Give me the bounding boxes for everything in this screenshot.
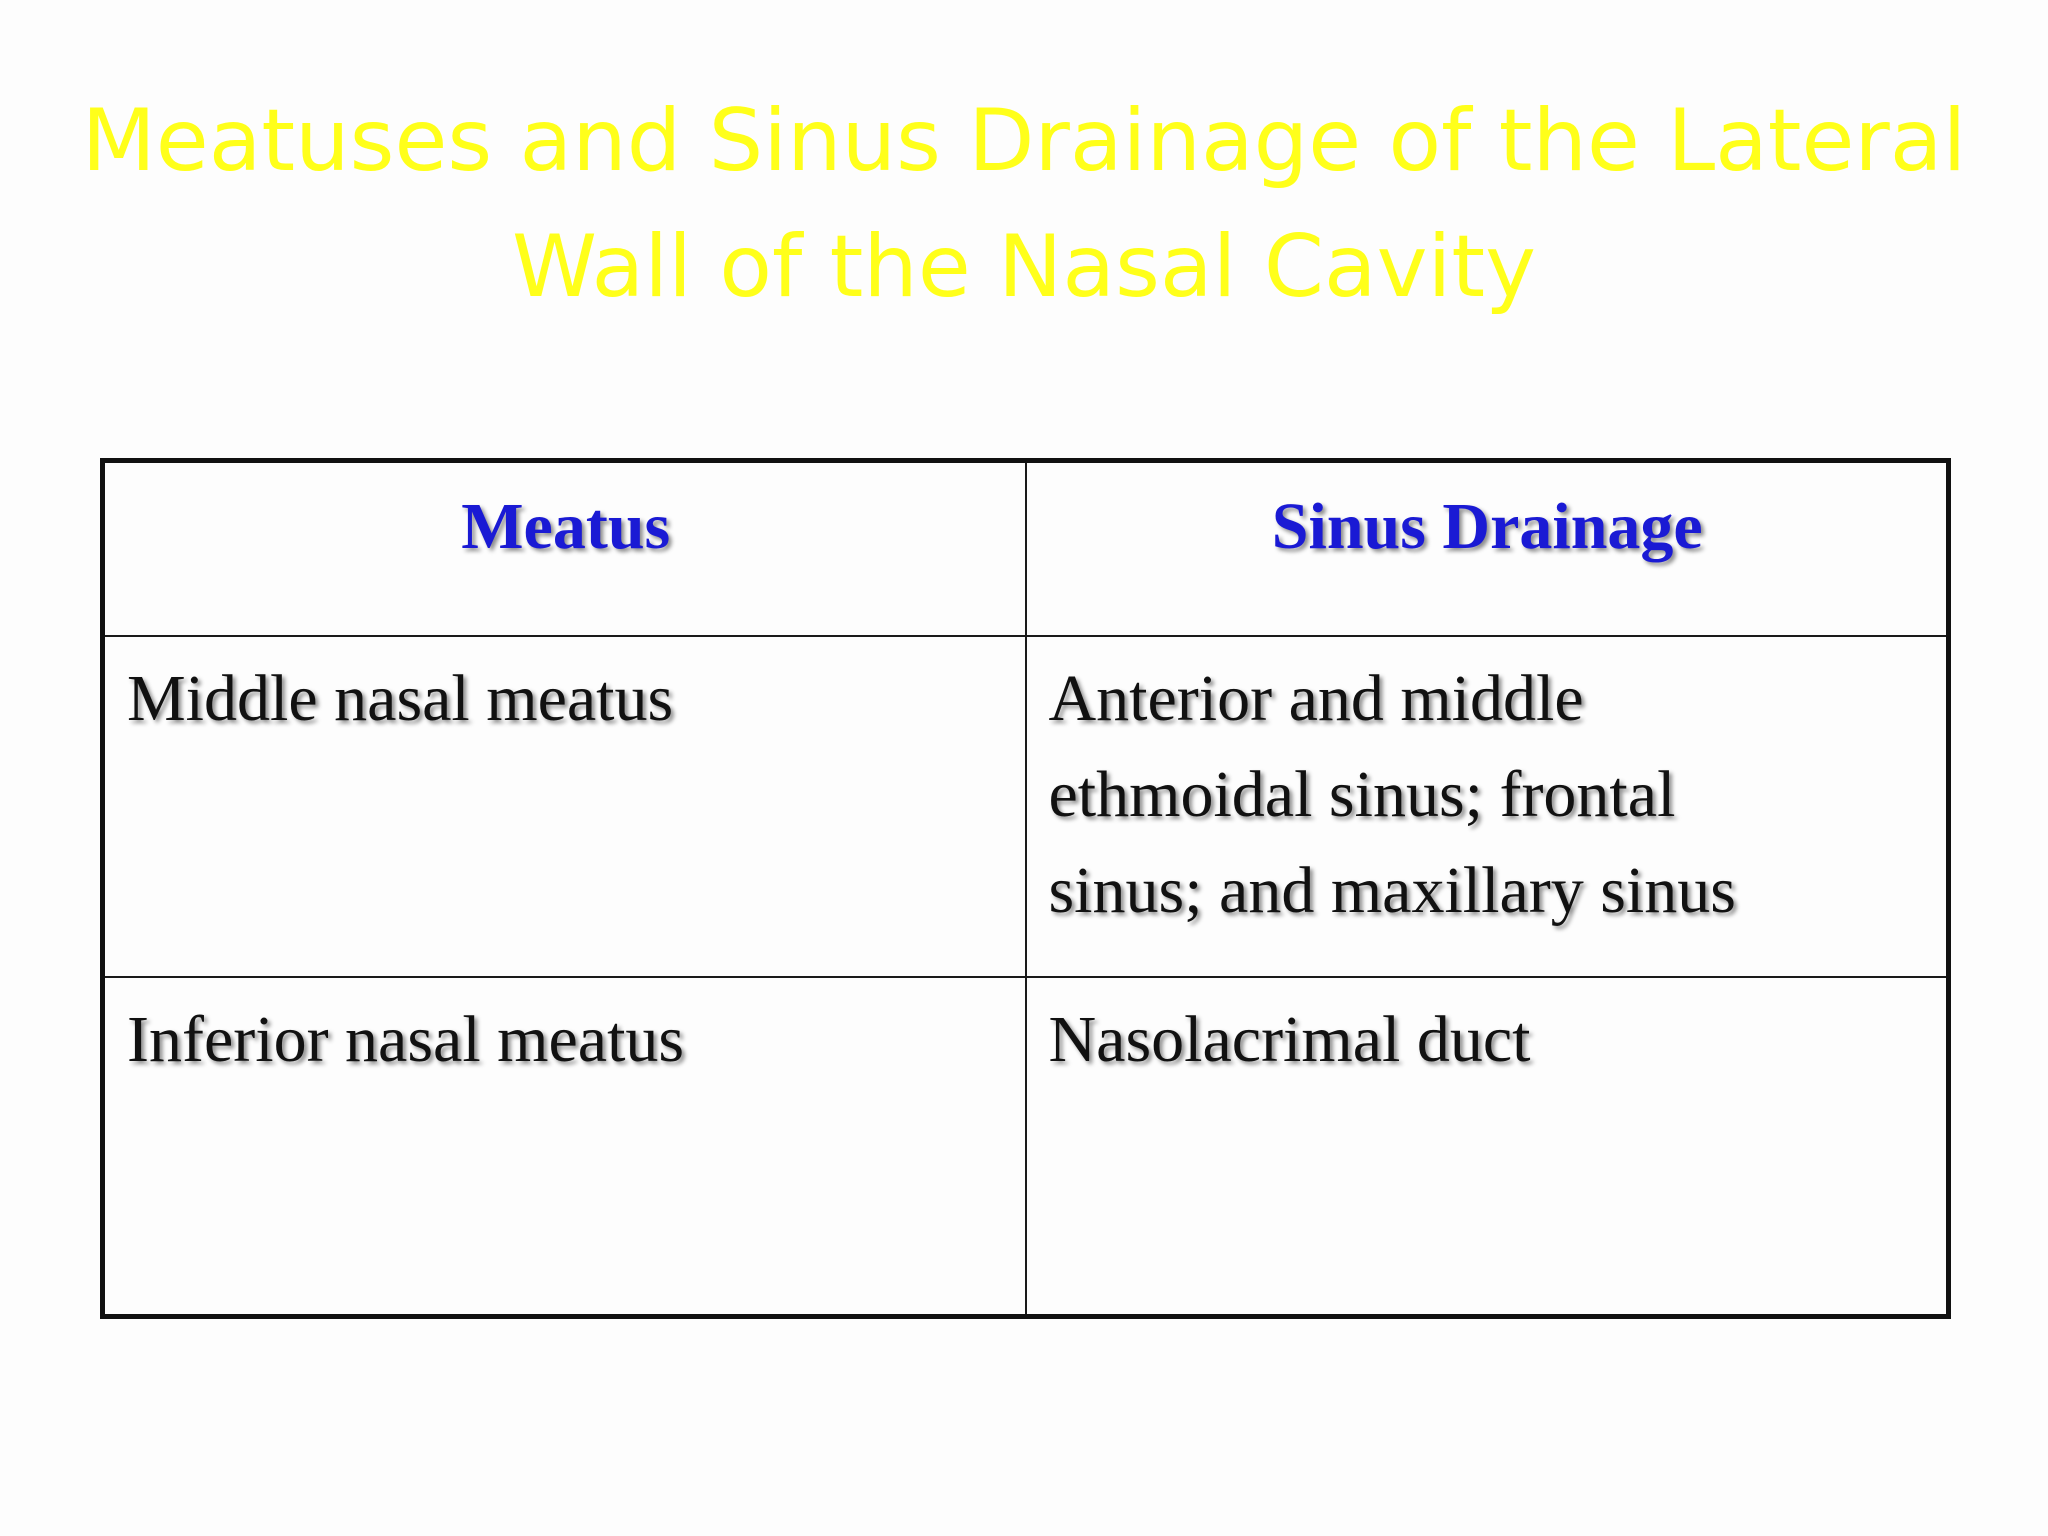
table-row (103, 636, 1949, 977)
drainage-line: sinus; and maxillary sinus (1048, 854, 1736, 927)
drainage-line: Nasolacrimal duct (1048, 1003, 1531, 1076)
drainage-line: Anterior and middle (1048, 662, 1584, 735)
title-line-1: Meatuses and Sinus Drainage of the Lateral (81, 91, 1967, 191)
cell-drainage-middle (1026, 636, 1949, 977)
header-sinus-drainage: Sinus Drainage (1026, 461, 1949, 637)
cell-meatus-middle: Middle nasal meatus (103, 636, 1026, 977)
header-meatus: Meatus (103, 461, 1026, 637)
table-row (103, 977, 1949, 1317)
drainage-line: ethmoidal sinus; frontal (1048, 758, 1676, 831)
cell-drainage-inferior (1026, 977, 1949, 1317)
slide-title (80, 78, 1968, 330)
table-header-row (103, 461, 1949, 637)
cell-meatus-inferior: Inferior nasal meatus (103, 977, 1026, 1317)
meatus-drainage-table (100, 458, 1951, 1319)
title-line-2: Wall of the Nasal Cavity (512, 217, 1536, 317)
